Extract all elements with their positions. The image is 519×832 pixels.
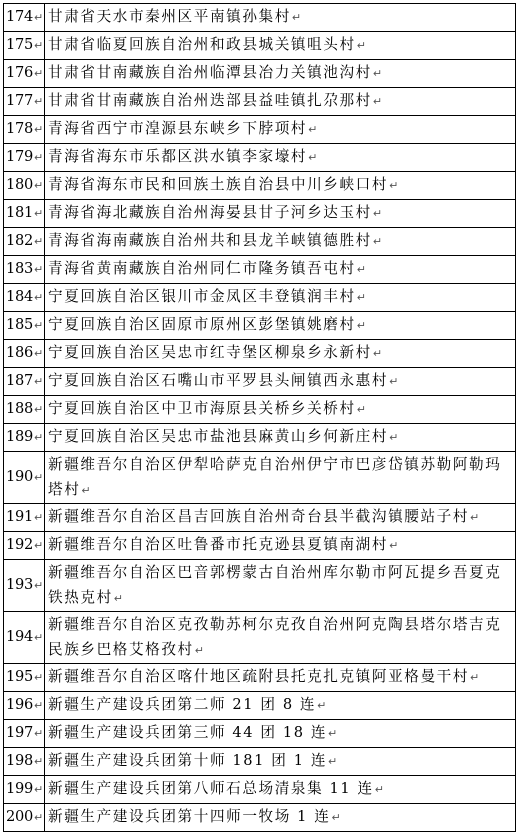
table-row — [4, 60, 516, 88]
paragraph-return-icon: ↵ — [33, 39, 44, 52]
table-row — [4, 32, 516, 60]
village-name: 青海省黄南藏族自治州同仁市隆务镇吾屯村 — [48, 260, 356, 277]
village-name-cell — [45, 116, 516, 144]
row-number-cell — [4, 116, 45, 144]
paragraph-return-icon: ↵ — [33, 235, 44, 248]
village-name: 青海省海东市民和回族土族自治县中川乡峡口村 — [48, 176, 389, 193]
table-row — [4, 88, 516, 116]
row-number: 176 — [6, 64, 33, 81]
paragraph-return-icon: ↵ — [470, 671, 480, 684]
row-number: 196 — [6, 696, 33, 713]
village-list-table — [3, 3, 516, 832]
paragraph-return-icon: ↵ — [356, 319, 366, 332]
paragraph-return-icon: ↵ — [33, 783, 44, 796]
village-name: 宁夏回族自治区吴忠市红寺堡区柳泉乡永新村 — [48, 344, 372, 361]
paragraph-return-icon: ↵ — [33, 179, 44, 192]
table-row — [4, 504, 516, 532]
row-number: 190 — [6, 468, 33, 485]
table-row — [4, 396, 516, 424]
row-number-cell — [4, 396, 45, 424]
village-name: 青海省西宁市湟源县东峡乡下脖项村 — [48, 120, 308, 137]
paragraph-return-icon: ↵ — [113, 592, 123, 605]
row-number: 199 — [6, 780, 33, 797]
table-row — [4, 692, 516, 720]
table-body — [4, 4, 516, 832]
row-number: 181 — [6, 204, 33, 221]
row-number-cell — [4, 748, 45, 776]
row-number-cell — [4, 256, 45, 284]
paragraph-return-icon: ↵ — [33, 811, 44, 824]
village-name: 宁夏回族自治区中卫市海原县关桥乡关桥村 — [48, 400, 356, 417]
row-number-cell — [4, 720, 45, 748]
row-number-cell — [4, 368, 45, 396]
paragraph-return-icon: ↵ — [389, 431, 399, 444]
row-number: 187 — [6, 372, 33, 389]
row-number: 182 — [6, 232, 33, 249]
paragraph-return-icon: ↵ — [389, 179, 399, 192]
row-number-cell — [4, 612, 45, 664]
village-name-cell — [45, 560, 516, 612]
row-number-cell — [4, 340, 45, 368]
paragraph-return-icon: ↵ — [33, 579, 44, 592]
row-number-cell — [4, 312, 45, 340]
paragraph-return-icon: ↵ — [372, 235, 383, 248]
row-number: 191 — [6, 508, 33, 525]
row-number-cell — [4, 60, 45, 88]
table-row — [4, 368, 516, 396]
village-name: 甘肃省临夏回族自治州和政县城关镇咀头村 — [48, 36, 356, 53]
table-row — [4, 532, 516, 560]
village-name: 新疆生产建设兵团第二师 21 团 8 连 — [48, 696, 317, 713]
village-name-cell — [45, 172, 516, 200]
paragraph-return-icon: ↵ — [356, 39, 366, 52]
paragraph-return-icon: ↵ — [33, 67, 44, 80]
paragraph-return-icon: ↵ — [317, 699, 327, 712]
paragraph-return-icon: ↵ — [33, 123, 44, 136]
village-name: 甘肃省甘南藏族自治州临潭县冶力关镇池沟村 — [48, 64, 372, 81]
row-number: 188 — [6, 400, 33, 417]
village-name-cell — [45, 60, 516, 88]
table-row — [4, 776, 516, 804]
table-row — [4, 804, 516, 832]
village-name: 新疆维吾尔自治区伊犁哈萨克自治州伊宁市巴彦岱镇苏勒阿勒玛塔村 — [48, 456, 502, 498]
village-name: 宁夏回族自治区银川市金凤区丰登镇润丰村 — [48, 288, 356, 305]
paragraph-return-icon: ↵ — [470, 511, 480, 524]
paragraph-return-icon: ↵ — [81, 484, 91, 497]
paragraph-return-icon: ↵ — [33, 319, 44, 332]
paragraph-return-icon: ↵ — [33, 95, 44, 108]
paragraph-return-icon: ↵ — [33, 539, 44, 552]
table-row — [4, 200, 516, 228]
row-number: 186 — [6, 344, 33, 361]
village-name: 新疆维吾尔自治区巴音郭楞蒙古自治州库尔勒市阿瓦提乡吾夏克铁热克村 — [48, 564, 502, 606]
row-number: 192 — [6, 536, 33, 553]
row-number-cell — [4, 88, 45, 116]
row-number-cell — [4, 692, 45, 720]
paragraph-return-icon: ↵ — [389, 539, 399, 552]
village-name-cell — [45, 340, 516, 368]
paragraph-return-icon: ↵ — [356, 291, 366, 304]
row-number: 183 — [6, 260, 33, 277]
paragraph-return-icon: ↵ — [328, 727, 338, 740]
table-row — [4, 748, 516, 776]
village-name-cell — [45, 692, 516, 720]
table-row — [4, 720, 516, 748]
row-number-cell — [4, 284, 45, 312]
table-row — [4, 284, 516, 312]
row-number: 175 — [6, 36, 33, 53]
paragraph-return-icon: ↵ — [33, 631, 44, 644]
table-row — [4, 144, 516, 172]
paragraph-return-icon: ↵ — [372, 67, 383, 80]
village-name: 新疆生产建设兵团第十师 181 团 1 连 — [48, 752, 328, 769]
table-row — [4, 664, 516, 692]
row-number: 177 — [6, 92, 33, 109]
village-name: 宁夏回族自治区吴忠市盐池县麻黄山乡何新庄村 — [48, 428, 389, 445]
village-name-cell — [45, 284, 516, 312]
row-number: 193 — [6, 576, 33, 593]
village-name: 甘肃省甘南藏族自治州迭部县益哇镇扎尕那村 — [48, 92, 372, 109]
village-name-cell — [45, 532, 516, 560]
village-name-cell — [45, 256, 516, 284]
village-name-cell — [45, 748, 516, 776]
village-name: 青海省海南藏族自治州共和县龙羊峡镇德胜村 — [48, 232, 372, 249]
table-row — [4, 452, 516, 504]
village-name: 甘肃省天水市秦州区平南镇孙集村 — [48, 8, 291, 25]
paragraph-return-icon: ↵ — [33, 511, 44, 524]
village-name-cell — [45, 88, 516, 116]
row-number: 189 — [6, 428, 33, 445]
row-number-cell — [4, 172, 45, 200]
table-row — [4, 4, 516, 32]
row-number: 197 — [6, 724, 33, 741]
village-name-cell — [45, 368, 516, 396]
village-name-cell — [45, 312, 516, 340]
row-number: 174 — [6, 8, 33, 25]
paragraph-return-icon: ↵ — [374, 783, 384, 796]
village-name: 新疆生产建设兵团第八师石总场清泉集 11 连 — [48, 780, 374, 797]
row-number: 180 — [6, 176, 33, 193]
paragraph-return-icon: ↵ — [331, 811, 341, 824]
village-name: 新疆维吾尔自治区昌吉回族自治州奇台县半截沟镇腰站子村 — [48, 508, 470, 525]
paragraph-return-icon: ↵ — [372, 95, 383, 108]
row-number-cell — [4, 776, 45, 804]
paragraph-return-icon: ↵ — [33, 471, 44, 484]
row-number-cell — [4, 452, 45, 504]
village-name-cell — [45, 504, 516, 532]
village-name: 新疆生产建设兵团第三师 44 团 18 连 — [48, 724, 328, 741]
paragraph-return-icon: ↵ — [356, 263, 366, 276]
village-name-cell — [45, 200, 516, 228]
village-name: 新疆维吾尔自治区吐鲁番市托克逊县夏镇南湖村 — [48, 536, 389, 553]
village-name-cell — [45, 776, 516, 804]
row-number: 200 — [6, 808, 33, 825]
row-number-cell — [4, 228, 45, 256]
row-number-cell — [4, 32, 45, 60]
village-name-cell — [45, 612, 516, 664]
paragraph-return-icon: ↵ — [33, 11, 44, 24]
table-row — [4, 560, 516, 612]
paragraph-return-icon: ↵ — [194, 644, 204, 657]
village-name-cell — [45, 720, 516, 748]
village-name-cell — [45, 228, 516, 256]
village-name: 青海省海北藏族自治州海晏县甘子河乡达玉村 — [48, 204, 372, 221]
village-name-cell — [45, 396, 516, 424]
village-name-cell — [45, 664, 516, 692]
village-name-cell — [45, 424, 516, 452]
row-number-cell — [4, 200, 45, 228]
row-number-cell — [4, 144, 45, 172]
village-name: 新疆维吾尔自治区克孜勒苏柯尔克孜自治州阿克陶县塔尔塔吉克民族乡巴格艾格孜村 — [48, 616, 502, 658]
table-row — [4, 116, 516, 144]
village-name-cell — [45, 144, 516, 172]
paragraph-return-icon: ↵ — [33, 403, 44, 416]
village-name: 新疆生产建设兵团第十四师一牧场 1 连 — [48, 808, 331, 825]
row-number-cell — [4, 4, 45, 32]
paragraph-return-icon: ↵ — [33, 755, 44, 768]
paragraph-return-icon: ↵ — [33, 671, 44, 684]
table-row — [4, 424, 516, 452]
village-name-cell — [45, 452, 516, 504]
paragraph-return-icon: ↵ — [33, 347, 44, 360]
paragraph-return-icon: ↵ — [389, 375, 399, 388]
village-name-cell — [45, 32, 516, 60]
village-name: 宁夏回族自治区石嘴山市平罗县头闸镇西永惠村 — [48, 372, 389, 389]
paragraph-return-icon: ↵ — [33, 727, 44, 740]
paragraph-return-icon: ↵ — [328, 755, 338, 768]
paragraph-return-icon: ↵ — [33, 375, 44, 388]
row-number: 179 — [6, 148, 33, 165]
paragraph-return-icon: ↵ — [372, 347, 383, 360]
village-name: 宁夏回族自治区固原市原州区彭堡镇姚磨村 — [48, 316, 356, 333]
paragraph-return-icon: ↵ — [33, 207, 44, 220]
paragraph-return-icon: ↵ — [33, 291, 44, 304]
paragraph-return-icon: ↵ — [356, 403, 366, 416]
row-number-cell — [4, 804, 45, 832]
table-row — [4, 612, 516, 664]
row-number-cell — [4, 560, 45, 612]
paragraph-return-icon: ↵ — [33, 151, 44, 164]
paragraph-return-icon: ↵ — [33, 263, 44, 276]
row-number-cell — [4, 504, 45, 532]
table-row — [4, 340, 516, 368]
village-name-cell — [45, 804, 516, 832]
row-number-cell — [4, 532, 45, 560]
row-number: 194 — [6, 628, 33, 645]
table-row — [4, 312, 516, 340]
row-number-cell — [4, 664, 45, 692]
village-name: 青海省海东市乐都区洪水镇李家壕村 — [48, 148, 308, 165]
village-name: 新疆维吾尔自治区喀什地区疏附县托克扎克镇阿亚格曼干村 — [48, 668, 470, 685]
paragraph-return-icon: ↵ — [33, 699, 44, 712]
table-row — [4, 256, 516, 284]
paragraph-return-icon: ↵ — [291, 11, 302, 24]
table-row — [4, 172, 516, 200]
row-number: 198 — [6, 752, 33, 769]
row-number: 185 — [6, 316, 33, 333]
row-number-cell — [4, 424, 45, 452]
row-number: 195 — [6, 668, 33, 685]
row-number: 178 — [6, 120, 33, 137]
paragraph-return-icon: ↵ — [308, 151, 318, 164]
table-row — [4, 228, 516, 256]
paragraph-return-icon: ↵ — [308, 123, 318, 136]
row-number: 184 — [6, 288, 33, 305]
paragraph-return-icon: ↵ — [33, 431, 44, 444]
paragraph-return-icon: ↵ — [372, 207, 383, 220]
village-name-cell — [45, 4, 516, 32]
